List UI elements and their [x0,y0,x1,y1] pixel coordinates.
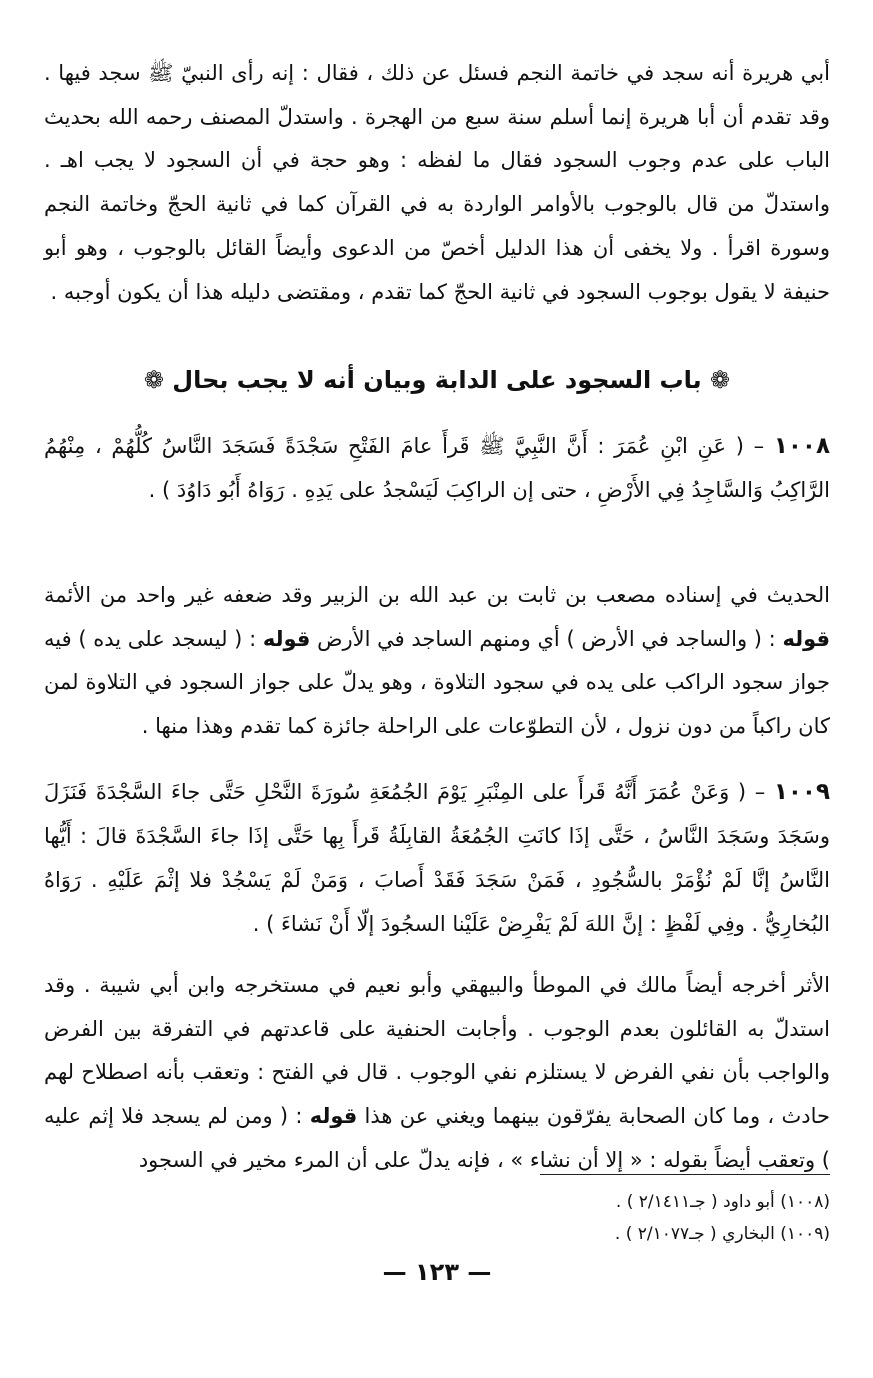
footnote-1009: (١٠٠٩) البخاري ( جـ٢/١٠٧٧ ) . [614,1224,830,1244]
qawluh-label: قوله [309,1104,358,1129]
qawluh-label: قوله [262,626,311,651]
hadith-number: ١٠٠٩ [773,779,830,805]
footnote-separator [540,1174,830,1175]
commentary-1009 [44,964,830,1183]
hadith-1008 [44,424,830,512]
book-page [44,52,830,1352]
hadith-number: ١٠٠٨ [773,433,830,459]
commentary-text: : ( ليسجد على يده ) فيه جواز سجود الراكب على يده في سجود التلاوة ، وهو يدلّ على جواز السجود في التلاوة لمن كان راكباً من دون نزول ، لأن التطوّعات على الراحلة جائزة كما تقدم وهذا منها . [44,626,830,739]
qawluh-label: قوله [782,626,830,651]
hadith-1009 [44,770,830,946]
intro-paragraph: أبي هريرة أنه سجد في خاتمة النجم فسئل عن ذلك ، فقال : إنه رأى النبيّ ﷺ سجد فيها . وقد تقدم أن أبا هريرة إنما أسلم سنة سبع من الهجرة . واستدلّ المصنف رحمه الله بحديث الباب على عدم وجوب السجود فقال ما لفظه : وهو حجة في أن السجود لا يجب اهـ . واستدلّ من قال بالوجوب بالأوامر الواردة به في القرآن كما في ثانية الحجّ وخاتمة النجم وسورة اقرأ . ولا يخفى أن هذا الدليل أخصّ من الدعوى وأيضاً القائل بالوجوب ، وهو أبو حنيفة لا يقول بوجوب السجود في ثانية الحجّ كما تقدم ، ومقتضى دليله هذا أن يكون أوجبه . [44,61,830,304]
commentary-text: الأثر أخرجه أيضاً مالك في الموطأ والبيهقي وأبو نعيم في مستخرجه وابن أبي شيبة . وقد استدلّ به القائلون بعدم الوجوب . وأجابت الحنفية على قاعدتهم في التفرقة بين الفرض والواجب بأن نفي الفرض لا يستلزم نفي الوجوب . قال في الفتح : وتعقب بأنه اصطلاح لهم حادث ، وما كان الصحابة يفرّقون بينهما ويغني عن هذا [44,973,830,1129]
hadith-text: – ( وَعَنْ عُمَرَ أَنَّهُ قَرأَ على المِنْبَرِ يَوْمَ الجُمُعَةِ سُورَةَ النَّحْلِ حَتَّى جاءَ السَّجْدَةَ فَنَزَلَ وسَجَدَ وسَجَدَ النَّاسُ ، حَتَّى إذَا كانَتِ الجُمُعَةُ القابِلَةُ قَرأَ بِها حَتَّى إذَا جاءَ السَّجْدَةَ قالَ : أَيُّها النَّاسُ إنَّا لَمْ نُؤْمَرْ بالسُّجُودِ ، فَمَنْ سَجَدَ فَقَدْ أَصابَ ، وَمَنْ لَمْ يَسْجُدْ فلا إثْمَ عَلَيْهِ . رَوَاهُ البُخارِيُّ . وفِي لَفْظٍ : إنَّ اللهَ لَمْ يَفْرِضْ عَلَيْنا السجُودَ إلّا أَنْ نَشاءَ ) . [44,780,830,936]
hadith-text: – ( عَنِ ابْنِ عُمَرَ : أَنَّ النَّبِيَّ ﷺ قَرأَ عامَ الفَتْحِ سَجْدَةً فَسَجَدَ النَّاسُ كُلُّهُمْ ، مِنْهُمُ الرَّاكِبُ وَالسَّاجِدُ فِي الأَرْضِ ، حتى إن الراكِبَ لَيَسْجدُ على يَدِهِ . رَوَاهُ أَبُو دَاوُدَ ) . [44,434,830,502]
commentary-text: : ( والساجد في الأرض ) أي ومنهم الساجد في الأرض [310,626,783,651]
commentary-text: : ( ومن لم يسجد فلا إثم عليه ) وتعقب أيضاً بقوله : « إلا أن نشاء » ، فإنه يدلّ على أن المرء مخير في السجود [44,1104,830,1172]
footnote-1008: (١٠٠٨) أبو داود ( جـ٢/١٤١١ ) . [615,1192,830,1212]
commentary-1008 [44,574,830,749]
footnotes [44,1186,830,1250]
page-number: — ١٢٣ — [382,1258,492,1286]
chapter-heading: ❁ باب السجود على الدابة وبيان أنه لا يجب بحال ❁ [143,366,731,394]
commentary-text: الحديث في إسناده مصعب بن ثابت بن عبد الله بن الزبير وقد ضعفه غير واحد من الأئمة [44,583,830,607]
